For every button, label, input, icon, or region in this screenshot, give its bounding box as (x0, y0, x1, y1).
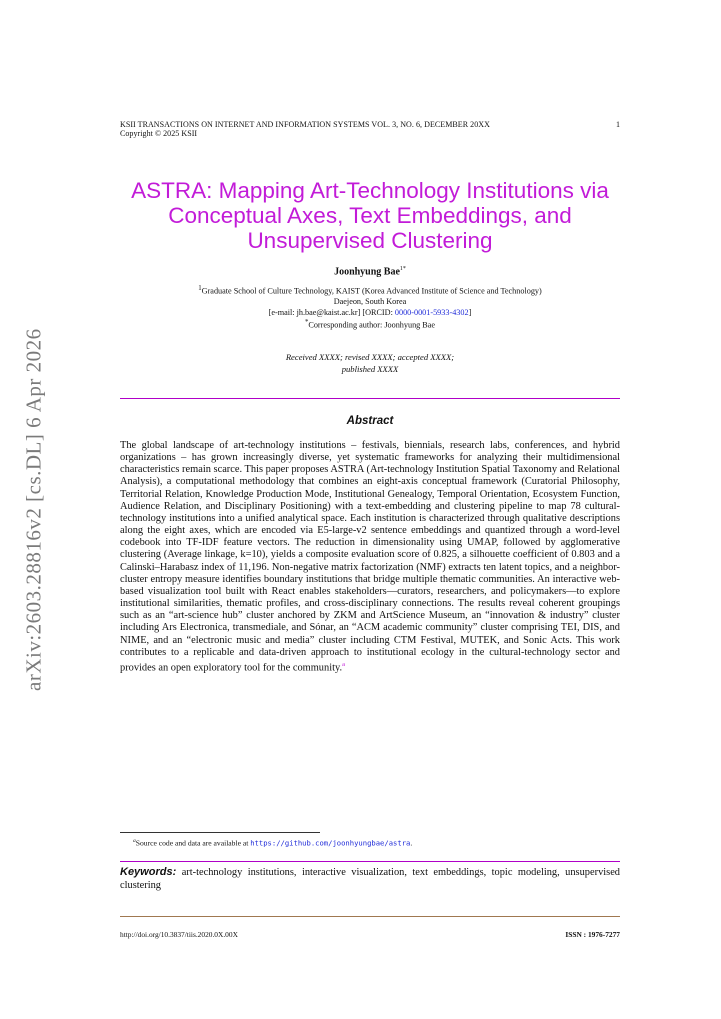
footnote: $^a$Source code and data are available at https://github.com/joonhyungbae/astra. (133, 838, 413, 848)
corresponding-author: *Corresponding author: Joonhyung Bae (304, 319, 436, 330)
orcid-link[interactable]: 0000-0001-5933-4302 (394, 307, 469, 317)
copyright-line: Copyright © 2025 KSII (120, 129, 198, 138)
divider-keywords (120, 861, 620, 862)
keywords-text: art-technology institutions, interactive visualization, text embeddings, topic modeling, unsupervised clustering (120, 867, 620, 891)
affiliation-line: $^1$Graduate School of Culture Technology, KAIST (Korea Advanced Institute of Science and Technology) (198, 285, 542, 296)
abstract-heading: Abstract (346, 415, 394, 427)
divider-footer (120, 916, 620, 917)
running-header (120, 120, 620, 138)
author-line (120, 266, 620, 277)
author-name: Joonhyung Bae (334, 266, 400, 278)
keywords-label: Keywords: (120, 866, 177, 878)
github-link[interactable]: https://github.com/joonhyungbae/astra (250, 838, 411, 848)
received-dates: Received XXXX; revised XXXX; accepted XXXX; published XXXX (285, 352, 455, 374)
author-marker: 1* (399, 266, 406, 272)
contact-line: [e-mail: jh.bae@kaist.ac.kr] [ORCID: 0000-0001-5933-4302] (268, 307, 472, 317)
page-number: 1 (615, 120, 620, 129)
doi-link[interactable]: http://doi.org/10.3837/tiis.2020.0X.00X (120, 930, 238, 939)
footnote-rule (120, 832, 320, 833)
divider-top (120, 398, 620, 399)
journal-name: KSII TRANSACTIONS ON INTERNET AND INFORMATION SYSTEMS VOL. 3, NO. 6, DECEMBER 20XX (120, 120, 490, 129)
arxiv-stamp: arXiv:2603.28816v2 [cs.DL] 6 Apr 2026 (21, 328, 46, 692)
affiliation-block (120, 284, 620, 331)
paper-title: ASTRA: Mapping Art-Technology Institutions via Conceptual Axes, Text Embeddings, and Unsupervised Clustering (131, 178, 609, 253)
abstract-text: The global landscape of art-technology institutions – festivals, biennials, research labs, conferences, and hybrid organizations – has grown increasingly diverse, yet systematic frameworks for analyzing their multidimensional characteristics remain scarce. This paper proposes ASTRA (Art-technology Institution Spatial Taxonomy and Relational Analysis), a computational methodology that combines an eight-axis conceptual framework (Curatorial Philosophy, Territorial Relation, Knowledge Production Mode, Institutional Genealogy, Temporal Orientation, Ecosystem Function, Audience Relation, and Disciplinary Positioning) with a text-embedding and clustering pipeline to map 78 cultural-technology institutions into a unified analytical space. Each institution is characterized through qualitative descriptions along the eight axes, which are encoded via E5-large-v2 sentence embeddings and quantized through a word-level codebook into TF-IDF feature vectors. The reduction in dimensionality using UMAP, followed by agglomerative clustering (Average linkage, k=10), yields a composite evaluation score of 0.825, a silhouette coefficient of 0.803 and a Calinski–Harabasz index of 11,196. Non-negative matrix factorization (NMF) extracts ten latent topics, and a neighbor-cluster entropy measure identifies boundary institutions that bridge multiple thematic communities. An interactive web-based visualization tool built with React enables stakeholders—curators, researchers, and policymakers—to explore institutional similarities, thematic profiles, and cross-disciplinary connections. The results reveal coherent groupings such as an “art-science hub” cluster anchored by ZKM and ArtScience Museum, an “innovation & industry” cluster including Ars Electronica, transmediale, and Sónar, an “ACM academic community” cluster comprising TEI, DIS, and NIME, and an “electronic music and media” cluster including CTM Festival, MUTEK, and Sonic Acts. This work contributes to a replicable and data-driven approach to institutional ecology in the cultural-technology sector and provides an open exploratory tool for the community.$^a$ (120, 440, 620, 674)
keywords (120, 866, 620, 892)
affiliation-location: Daejeon, South Korea (333, 297, 407, 307)
issn: ISSN : 1976-7277 (565, 930, 620, 939)
footnote-marker[interactable]: a (342, 660, 345, 668)
